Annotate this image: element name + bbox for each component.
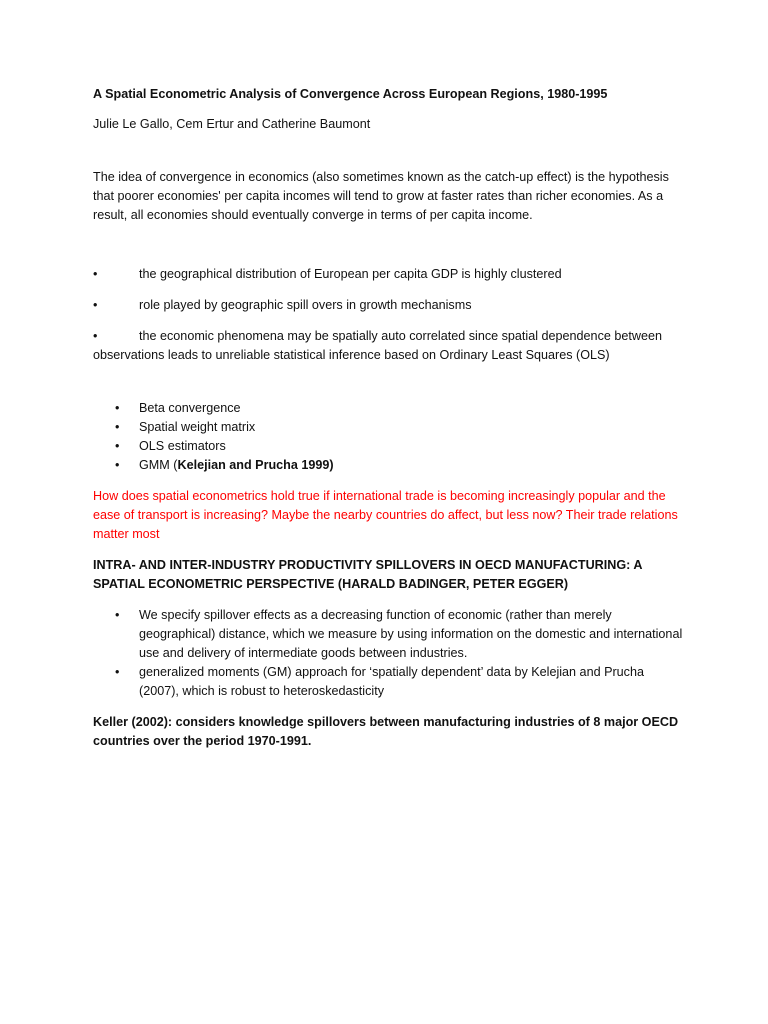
paper-title: A Spatial Econometric Analysis of Convergence Across European Regions, 1980-1995 [93,87,608,101]
list-item [93,265,683,284]
second-paper-points [93,606,683,701]
list-item-text: GMM ( [139,458,178,472]
research-question: How does spatial econometrics hold true if international trade is becoming increasingly popular and the ease of transport is increasing? Maybe the nearby countries do affect, but less now? Their trade relations matter most [93,489,678,541]
list-item-text: OLS estimators [139,439,226,453]
bullet-mark: • [93,329,98,343]
list-item [93,437,683,456]
list-item [93,663,683,701]
key-findings-list [93,265,683,365]
list-item-text: Beta convergence [139,401,241,415]
second-paper-heading: INTRA- AND INTER-INDUSTRY PRODUCTIVITY SPILLOVERS IN OECD MANUFACTURING: A SPATIAL ECONOMETRIC PERSPECTIVE (HARALD BADINGER, PETER EGGER) [93,558,643,591]
document-body [93,84,683,751]
list-item-text: We specify spillover effects as a decreasing function of economic (rather than merely geographical) distance, which we measure by using information on the domestic and international use and delivery of intermediate goods between industries. [139,608,683,660]
list-item [93,327,683,365]
list-item [93,418,683,437]
intro-paragraph: The idea of convergence in economics (also sometimes known as the catch-up effect) is the hypothesis that poorer economies' per capita incomes will tend to grow at faster rates than richer economies. As a result, all economies should eventually converge in terms of per capita income. [93,170,669,222]
list-item-text: the geographical distribution of European per capita GDP is highly clustered [139,267,562,281]
paper-authors: Julie Le Gallo, Cem Ertur and Catherine Baumont [93,117,371,131]
list-item-text: generalized moments (GM) approach for ‘spatially dependent’ data by Kelejian and Prucha (2007), which is robust to heteroskedasticity [139,665,644,698]
list-item-text: Spatial weight matrix [139,420,256,434]
list-item [93,606,683,663]
list-item [93,296,683,315]
list-item-text: the economic phenomena may be spatially auto correlated since spatial dependence between observations leads to unreliable statistical inference based on Ordinary Least Squares (OLS) [93,329,662,362]
citation-bold: Kelejian and Prucha 1999) [177,458,334,472]
list-item [93,456,683,475]
list-item-text: role played by geographic spill overs in growth mechanisms [139,298,472,312]
keller-note: Keller (2002): considers knowledge spillovers between manufacturing industries of 8 major OECD countries over the period 1970-1991. [93,715,679,748]
methods-list [93,399,683,475]
list-item [93,399,683,418]
bullet-mark: • [93,298,98,312]
bullet-mark: • [93,267,98,281]
